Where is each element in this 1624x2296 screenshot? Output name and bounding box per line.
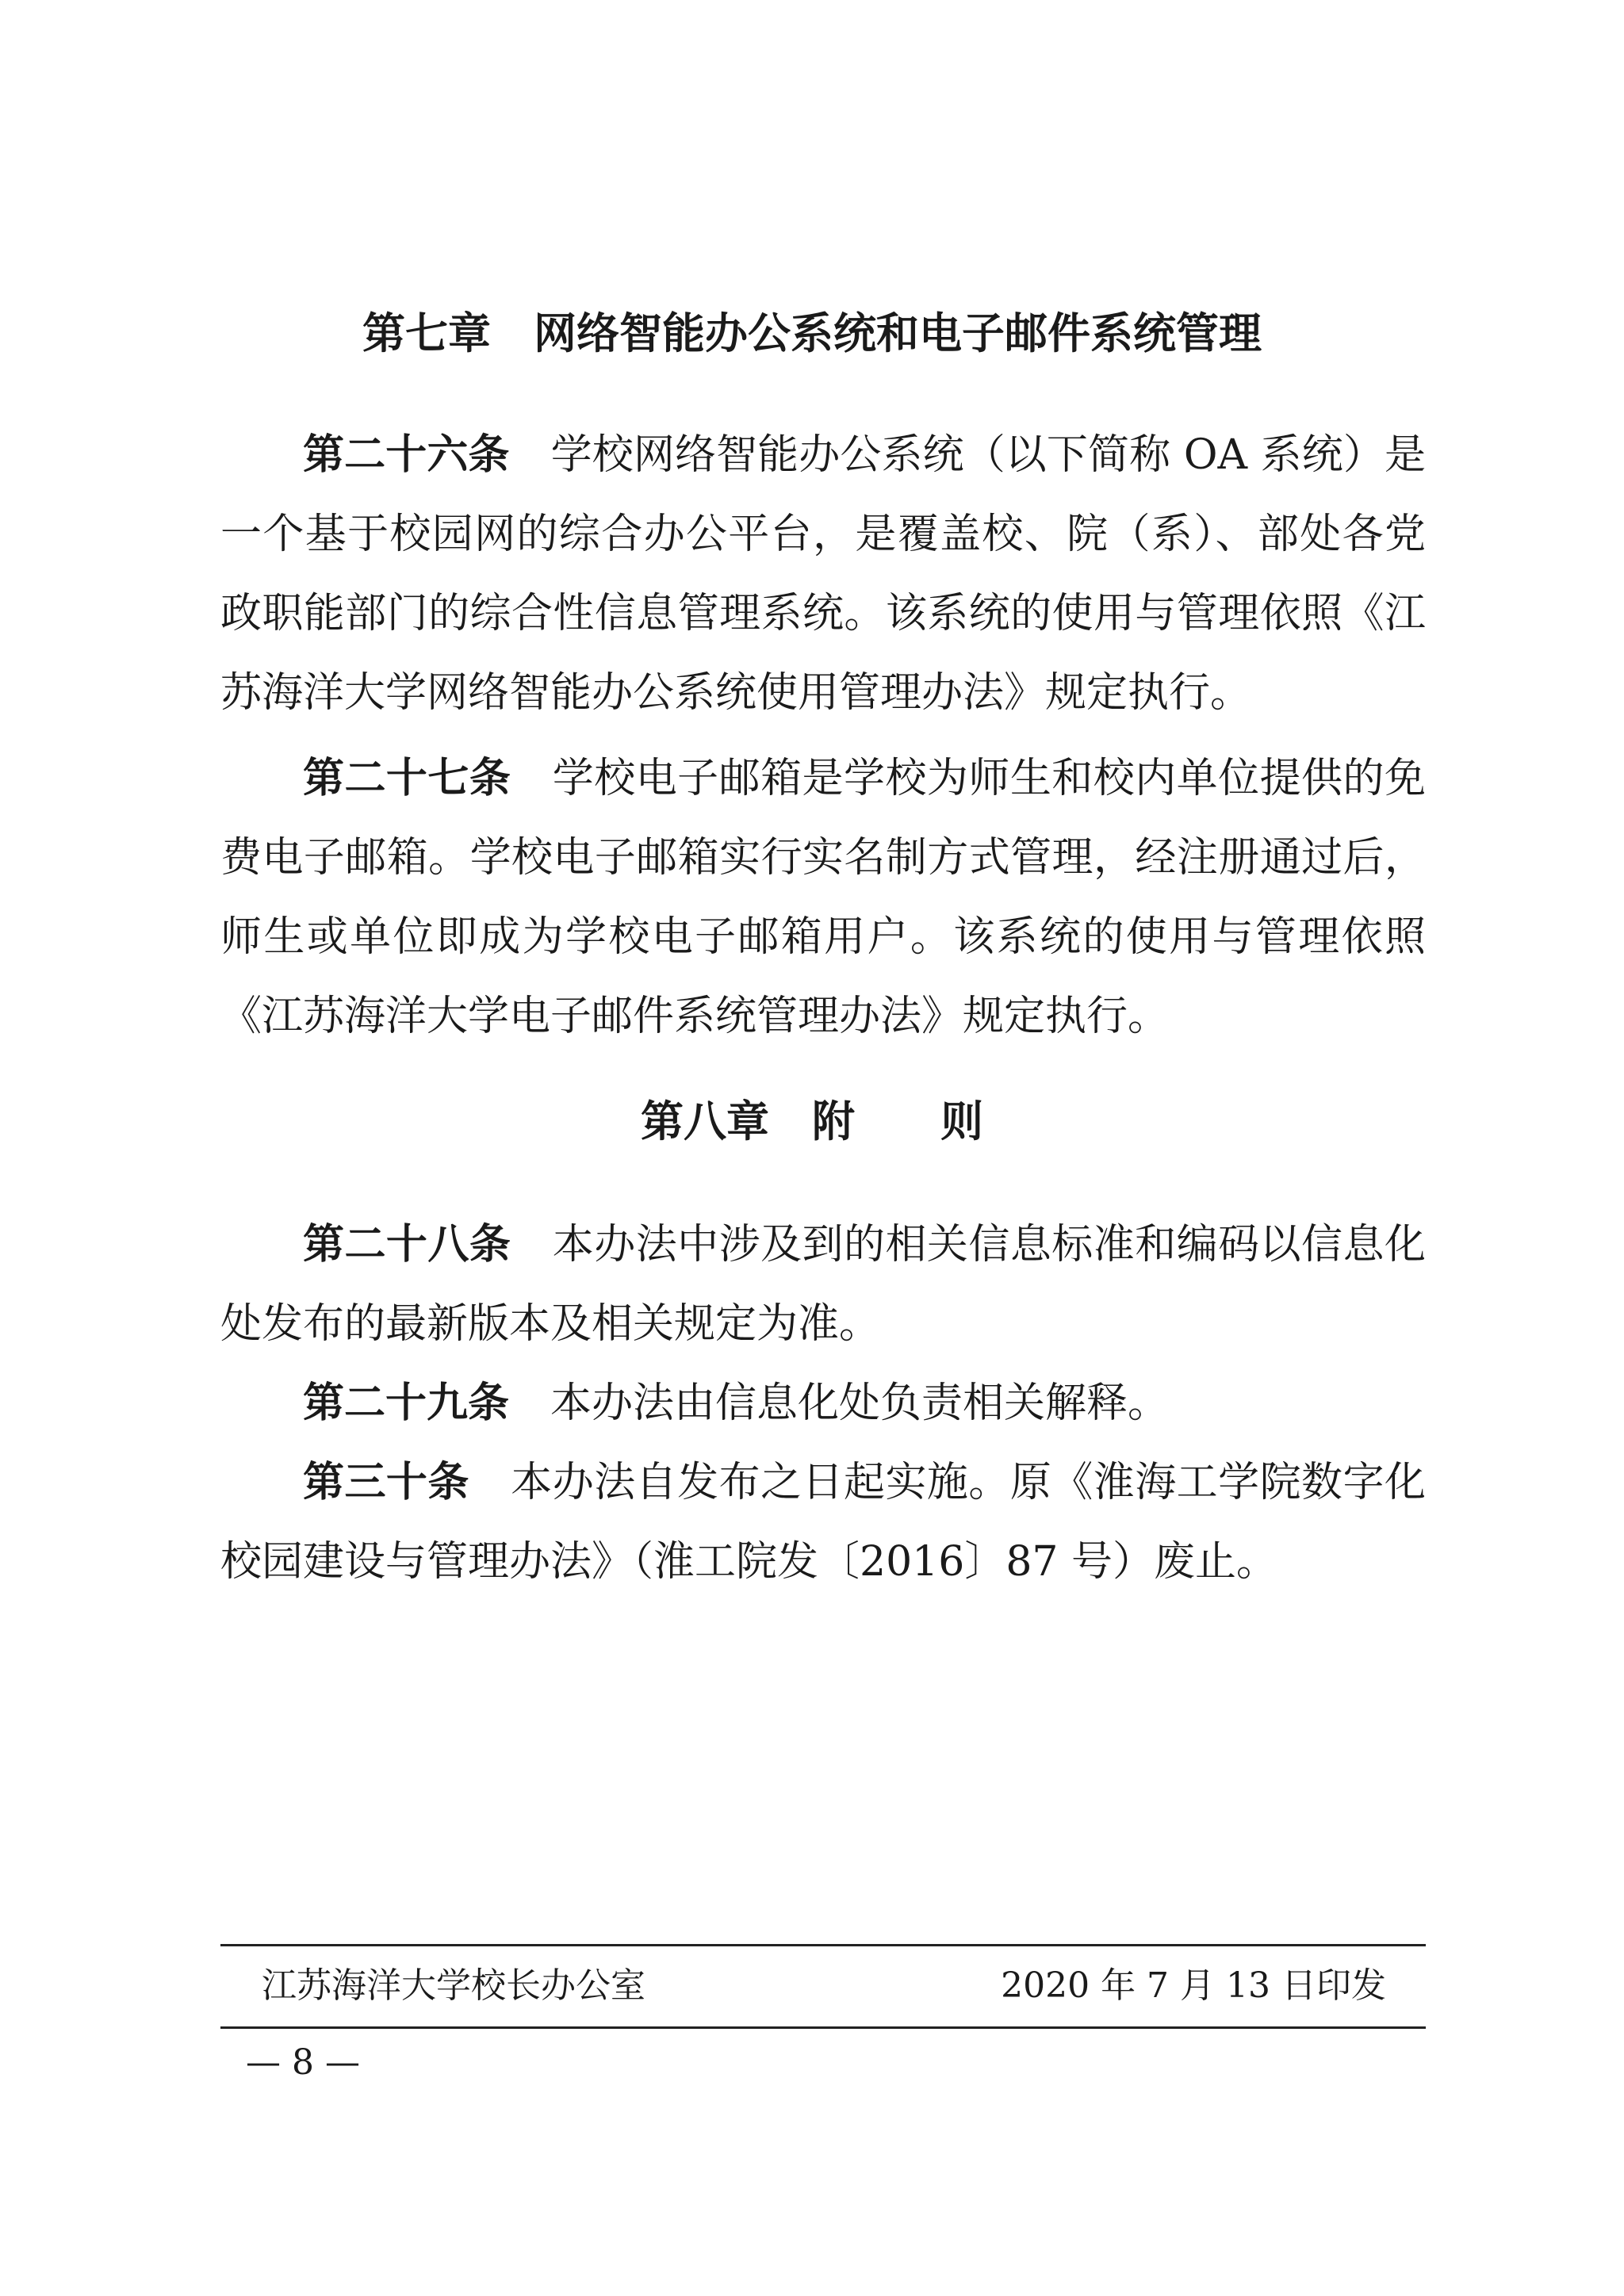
article-27 bbox=[220, 739, 1426, 1056]
article-26-text: 学校网络智能办公系统（以下简称 OA 系统）是一个基于校园网的综合办公平台，是覆盖校、院（系）、部处各党政职能部门的综合性信息管理系统。该系统的使用与管理依照《江苏海洋大学网络智能办公系统使用管理办法》规定执行。 bbox=[220, 431, 1426, 717]
article-27-label: 第二十七条 bbox=[303, 755, 511, 802]
article-29-text: 本办法由信息化处负责相关解释。 bbox=[509, 1380, 1170, 1427]
article-29 bbox=[220, 1364, 1426, 1443]
issue-date: 2020 年 7 月 13 日印发 bbox=[1001, 1965, 1386, 2006]
article-28-text: 本办法中涉及到的相关信息标准和编码以信息化处发布的最新版本及相关规定为准。 bbox=[220, 1221, 1426, 1348]
chapter-7-title: 第七章 网络智能办公系统和电子邮件系统管理 bbox=[362, 308, 1262, 358]
article-30-text: 本办法自发布之日起实施。原《淮海工学院数字化校园建设与管理办法》（淮工院发〔2016〕87 号）废止。 bbox=[220, 1459, 1426, 1586]
article-29-label: 第二十九条 bbox=[303, 1380, 510, 1427]
issuer-name: 江苏海洋大学校长办公室 bbox=[262, 1965, 645, 2006]
chapter-8-title: 第八章 附 则 bbox=[641, 1096, 983, 1146]
article-26 bbox=[220, 415, 1426, 733]
footer-bottom-rule bbox=[220, 2026, 1426, 2029]
article-28-label: 第二十八条 bbox=[303, 1221, 511, 1269]
article-28 bbox=[220, 1205, 1426, 1364]
article-30 bbox=[220, 1443, 1426, 1601]
article-27-text: 学校电子邮箱是学校为师生和校内单位提供的免费电子邮箱。学校电子邮箱实行实名制方式管理，经注册通过后，师生或单位即成为学校电子邮箱用户。该系统的使用与管理依照《江苏海洋大学电子邮件系统管理办法》规定执行。 bbox=[220, 755, 1426, 1040]
footer-top-rule bbox=[220, 1944, 1426, 1946]
article-26-label: 第二十六条 bbox=[303, 431, 510, 479]
page-number: — 8 — bbox=[246, 2042, 360, 2083]
article-30-label: 第三十条 bbox=[303, 1459, 469, 1506]
